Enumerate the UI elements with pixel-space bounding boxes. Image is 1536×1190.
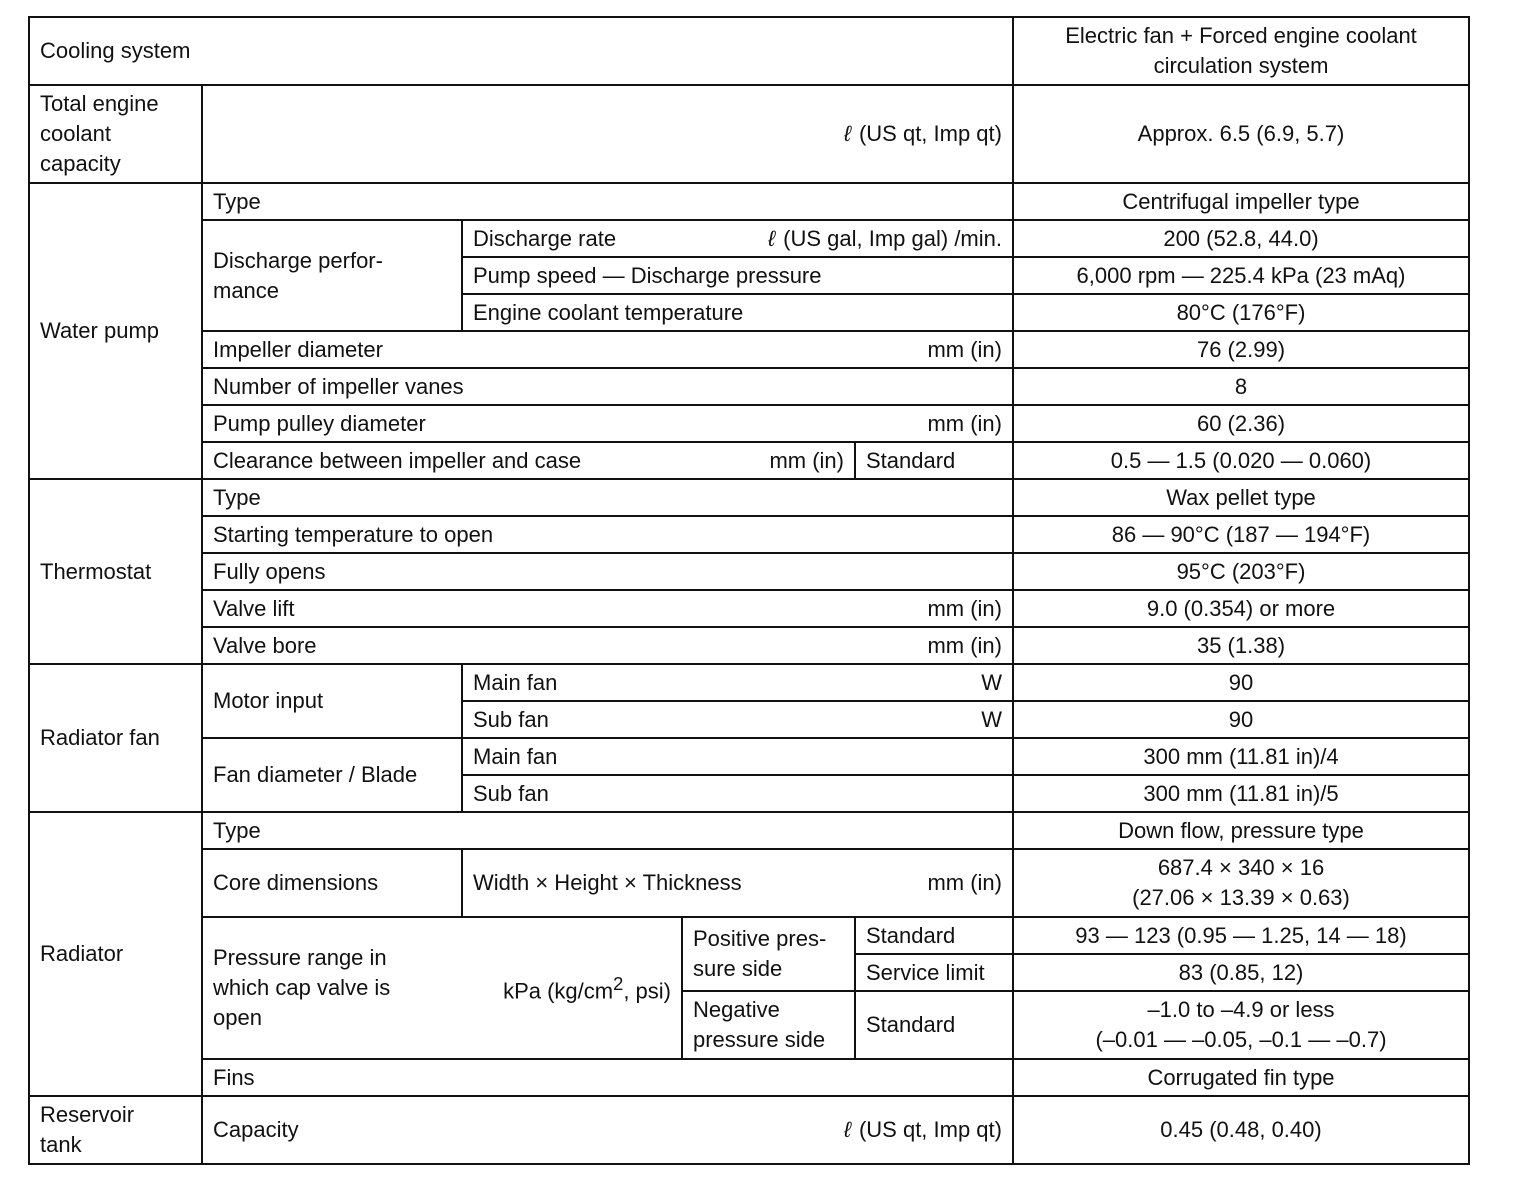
discharge-rate-row	[29, 220, 1469, 257]
valve-lift-label: Valve lift mm (in)	[202, 590, 1013, 627]
core-dimensions-value: 687.4 × 340 × 16 (27.06 × 13.39 × 0.63)	[1013, 849, 1469, 917]
clearance-value: 0.5 — 1.5 (0.020 — 0.060)	[1013, 442, 1469, 479]
main-fan-motor-value: 90	[1013, 664, 1469, 701]
positive-limit-value: 83 (0.85, 12)	[1013, 954, 1469, 991]
main-fan-blade-row	[29, 738, 1469, 775]
main-fan-motor-row	[29, 664, 1469, 701]
sub-fan-motor-label: Sub fan W	[462, 701, 1013, 738]
main-fan-blade-value: 300 mm (11.81 in)/4	[1013, 738, 1469, 775]
fins-row	[29, 1059, 1469, 1096]
main-fan-blade-label: Main fan	[462, 738, 1013, 775]
impeller-diameter-value: 76 (2.99)	[1013, 331, 1469, 368]
negative-standard-label: Standard	[855, 991, 1013, 1059]
radiator-fan-group: Radiator fan	[29, 664, 202, 812]
thermostat-group: Thermostat	[29, 479, 202, 664]
reservoir-row	[29, 1096, 1469, 1164]
impeller-vanes-value: 8	[1013, 368, 1469, 405]
radiator-type-row	[29, 812, 1469, 849]
clearance-row	[29, 442, 1469, 479]
radiator-group: Radiator	[29, 812, 202, 1096]
valve-bore-row	[29, 627, 1469, 664]
impeller-diameter-row	[29, 331, 1469, 368]
cooling-system-value: Electric fan + Forced engine coolant circulation system	[1013, 17, 1469, 85]
coolant-capacity-row	[29, 85, 1469, 183]
negative-pressure-label: Negative pressure side	[682, 991, 855, 1059]
reservoir-group: Reservoir tank	[29, 1096, 202, 1164]
discharge-performance-label: Discharge perfor- mance	[202, 220, 462, 331]
motor-input-label: Motor input	[202, 664, 462, 738]
negative-standard-value: –1.0 to –4.9 or less (–0.01 — –0.05, –0.1 — –0.7)	[1013, 991, 1469, 1059]
positive-limit-label: Service limit	[855, 954, 1013, 991]
pressure-range-label: Pressure range in which cap valve is open kPa ($kg/cm^2$, psi)	[202, 917, 682, 1059]
clearance-standard-label: Standard	[855, 442, 1013, 479]
water-pump-type-label: Type	[202, 183, 1013, 220]
impeller-vanes-row	[29, 368, 1469, 405]
fins-label: Fins	[202, 1059, 1013, 1096]
core-dimensions-spec: Width × Height × Thickness mm (in)	[462, 849, 1013, 917]
valve-bore-label: Valve bore mm (in)	[202, 627, 1013, 664]
clearance-label: Clearance between impeller and case mm (in)	[202, 442, 855, 479]
reservoir-capacity-label: Capacity ℓ (US qt, Imp qt)	[202, 1096, 1013, 1164]
water-pump-type-row	[29, 183, 1469, 220]
coolant-capacity-label: Total engine coolant capacity	[29, 85, 202, 183]
pressure-unit: kPa ($kg/cm^2$, psi)	[503, 973, 671, 1004]
impeller-diameter-label: Impeller diameter mm (in)	[202, 331, 1013, 368]
discharge-rate-label: Discharge rate ℓ (US gal, Imp gal) /min.	[462, 220, 1013, 257]
cooling-system-label: Cooling system	[29, 17, 1013, 85]
radiator-type-value: Down flow, pressure type	[1013, 812, 1469, 849]
pump-speed-value: 6,000 rpm — 225.4 kPa (23 mAq)	[1013, 257, 1469, 294]
fan-diameter-label: Fan diameter / Blade	[202, 738, 462, 812]
sub-fan-motor-value: 90	[1013, 701, 1469, 738]
valve-lift-value: 9.0 (0.354) or more	[1013, 590, 1469, 627]
cooling-spec-table	[28, 16, 1470, 1165]
sub-fan-blade-value: 300 mm (11.81 in)/5	[1013, 775, 1469, 812]
impeller-vanes-label: Number of impeller vanes	[202, 368, 1013, 405]
start-open-label: Starting temperature to open	[202, 516, 1013, 553]
water-pump-group: Water pump	[29, 183, 202, 479]
valve-lift-row	[29, 590, 1469, 627]
core-dimensions-label: Core dimensions	[202, 849, 462, 917]
water-pump-type-value: Centrifugal impeller type	[1013, 183, 1469, 220]
positive-standard-row	[29, 917, 1469, 954]
reservoir-capacity-value: 0.45 (0.48, 0.40)	[1013, 1096, 1469, 1164]
positive-standard-value: 93 — 123 (0.95 — 1.25, 14 — 18)	[1013, 917, 1469, 954]
discharge-rate-value: 200 (52.8, 44.0)	[1013, 220, 1469, 257]
fully-opens-row	[29, 553, 1469, 590]
pump-pulley-value: 60 (2.36)	[1013, 405, 1469, 442]
start-open-row	[29, 516, 1469, 553]
coolant-temp-label: Engine coolant temperature	[462, 294, 1013, 331]
header-row	[29, 17, 1469, 85]
thermostat-type-row	[29, 479, 1469, 516]
fully-opens-value: 95°C (203°F)	[1013, 553, 1469, 590]
thermostat-type-value: Wax pellet type	[1013, 479, 1469, 516]
positive-standard-label: Standard	[855, 917, 1013, 954]
coolant-capacity-unit: ℓ (US qt, Imp qt)	[202, 85, 1013, 183]
pump-speed-label: Pump speed — Discharge pressure	[462, 257, 1013, 294]
main-fan-motor-label: Main fan W	[462, 664, 1013, 701]
fully-opens-label: Fully opens	[202, 553, 1013, 590]
start-open-value: 86 — 90°C (187 — 194°F)	[1013, 516, 1469, 553]
coolant-temp-value: 80°C (176°F)	[1013, 294, 1469, 331]
valve-bore-value: 35 (1.38)	[1013, 627, 1469, 664]
sub-fan-blade-label: Sub fan	[462, 775, 1013, 812]
pump-pulley-label: Pump pulley diameter mm (in)	[202, 405, 1013, 442]
pump-pulley-row	[29, 405, 1469, 442]
positive-pressure-label: Positive pres- sure side	[682, 917, 855, 991]
thermostat-type-label: Type	[202, 479, 1013, 516]
radiator-type-label: Type	[202, 812, 1013, 849]
fins-value: Corrugated fin type	[1013, 1059, 1469, 1096]
core-dimensions-row	[29, 849, 1469, 917]
coolant-capacity-value: Approx. 6.5 (6.9, 5.7)	[1013, 85, 1469, 183]
